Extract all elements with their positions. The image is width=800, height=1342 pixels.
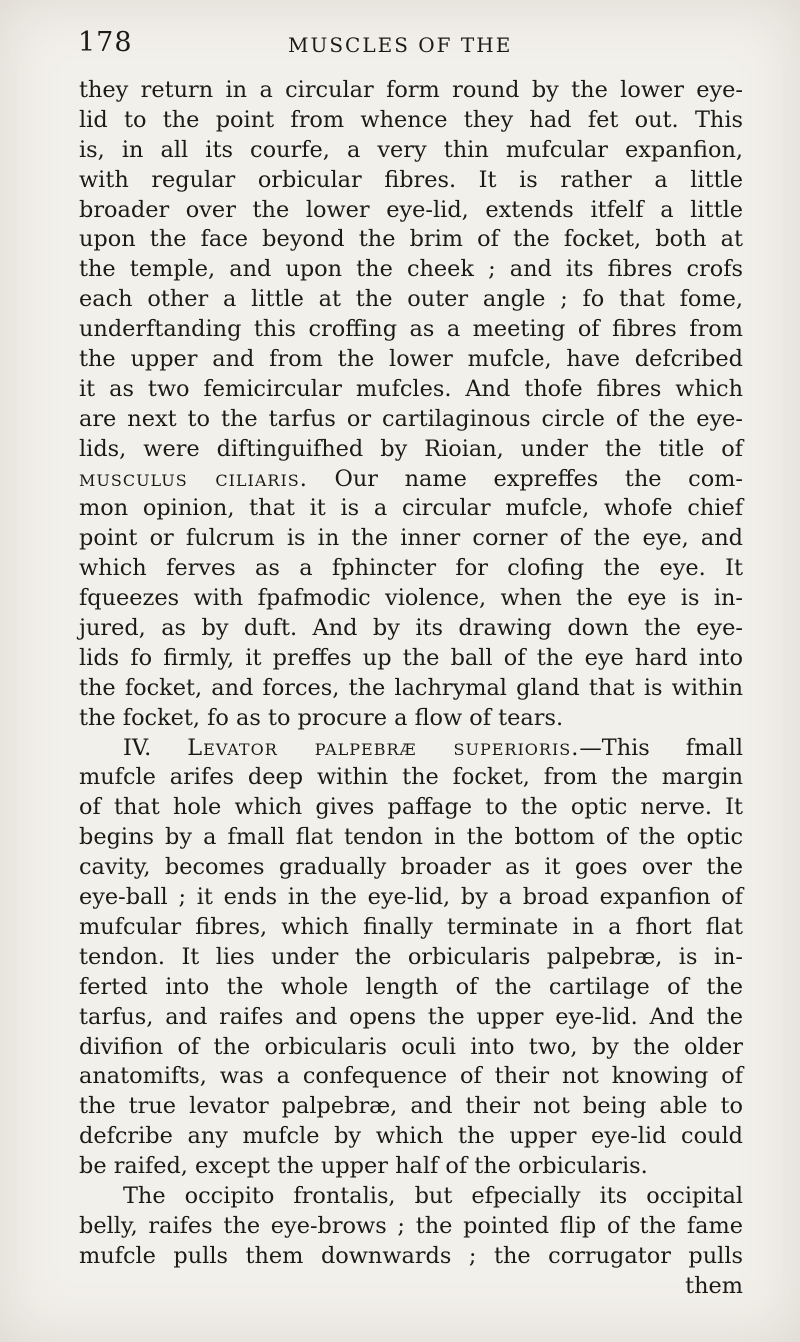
text-line (79, 76, 743, 106)
line-text: defcribe any mufcle by which the upper eye-lid could (79, 1123, 743, 1150)
line-text: lids fo firmly, it preffes up the ball of the eye hard into (79, 644, 743, 671)
line-text: broader over the lower eye-lid, extends itfelf a little (79, 196, 743, 223)
text-line (79, 1212, 743, 1242)
text-line (79, 1092, 743, 1122)
line-text: them (685, 1272, 743, 1299)
line-text: of that hole which gives paffage to the optic nerve. It (79, 794, 743, 821)
text-line (79, 225, 743, 255)
line-text: anatomifts, was a confequence of their not knowing of (79, 1063, 743, 1090)
section-numeral: IV. (123, 734, 188, 761)
line-text: divifion of the orbicularis oculi into two, by the older (79, 1033, 743, 1060)
line-text: lid to the point from whence they had fet out. This (79, 106, 743, 133)
text-line (79, 584, 743, 614)
line-text: begins by a fmall flat tendon in the bottom of the optic (79, 824, 743, 851)
line-text: cavity, becomes gradually broader as it goes over the (79, 854, 743, 881)
text-line (79, 823, 743, 853)
text-line (79, 853, 743, 883)
line-text: jured, as by duft. And by its drawing down the eye- (79, 615, 743, 642)
text-line (79, 285, 743, 315)
text-line (79, 644, 743, 674)
text-line (79, 763, 743, 793)
line-text: tarfus, and raifes and opens the upper eye-lid. And the (79, 1003, 743, 1030)
line-text: which ferves as a fphincter for clofing the eye. It (79, 555, 743, 582)
text-line (79, 1242, 743, 1272)
line-text: the temple, and upon the cheek ; and its fibres crofs (79, 256, 743, 283)
line-text: mon opinion, that it is a circular mufcle, whofe chief (79, 495, 743, 522)
line-text: point or fulcrum is in the inner corner of the eye, and (79, 525, 743, 552)
line-text: they return in a circular form round by the lower eye- (79, 77, 743, 103)
line-text: the true levator palpebræ, and their not being able to (79, 1093, 743, 1120)
line-text: belly, raifes the eye-brows ; the pointed flip of the fame (79, 1212, 743, 1239)
text-line (79, 1062, 743, 1092)
line-text: underftanding this croffing as a meeting of fibres from (79, 316, 743, 343)
text-line (79, 943, 743, 973)
line-text: the focket, and forces, the lachrymal gland that is within (79, 674, 743, 701)
text-line (79, 405, 743, 435)
text-line (79, 345, 743, 375)
line-text: fqueezes with fpafmodic violence, when the eye is in- (79, 585, 743, 612)
line-text: is, in all its courfe, a very thin mufcular expanfion, (79, 136, 743, 163)
line-text: the focket, fo as to procure a flow of tears. (79, 704, 564, 731)
running-head: MUSCLES OF THE (288, 33, 513, 57)
text-line (79, 1003, 743, 1033)
line-text: are next to the tarfus or cartilaginous circle of the eye- (79, 405, 743, 432)
line-text: —This fmall (579, 734, 743, 761)
text-line (79, 704, 743, 734)
line-text: ferted into the whole length of the cartilage of the (79, 973, 743, 1000)
line-text: eye-ball ; it ends in the eye-lid, by a broad expanfion of (79, 884, 743, 911)
line-text: mufcle pulls them downwards ; the corrugator pulls (79, 1242, 743, 1269)
line-text: lids, were diftinguifhed by Rioian, under the title of (79, 435, 743, 462)
line-text: with regular orbicular fibres. It is rather a little (79, 166, 743, 193)
line-text: mufcle arifes deep within the focket, from the margin (79, 764, 743, 791)
line-text: tendon. It lies under the orbicularis palpebræ, is in- (79, 943, 743, 970)
small-caps-term: Levator palpebræ superioris. (187, 734, 580, 761)
text-line (79, 793, 743, 823)
text-line (79, 734, 743, 764)
text-line (79, 614, 743, 644)
text-line (79, 106, 743, 136)
text-line (79, 1272, 743, 1302)
text-line (79, 1033, 743, 1063)
line-text: Our name expreffes the com- (307, 465, 743, 492)
text-line (79, 315, 743, 345)
text-line (79, 524, 743, 554)
line-text: mufcular fibres, which finally terminate in a fhort flat (79, 913, 743, 940)
body-text (79, 76, 743, 1302)
text-line (79, 973, 743, 1003)
text-line (79, 1122, 743, 1152)
text-line (79, 465, 743, 495)
text-line (79, 196, 743, 226)
line-text: the upper and from the lower mufcle, have defcribed (79, 346, 743, 373)
text-line (79, 913, 743, 943)
text-line (79, 554, 743, 584)
text-line (79, 674, 743, 704)
text-line (79, 375, 743, 405)
text-line (79, 136, 743, 166)
small-caps-term: musculus ciliaris. (79, 465, 308, 492)
line-text: it as two femicircular mufcles. And thofe fibres which (79, 375, 743, 402)
line-text: be raifed, except the upper half of the orbicularis. (79, 1153, 648, 1180)
text-line (79, 1182, 743, 1212)
line-text: The occipito frontalis, but efpecially its occipital (123, 1182, 743, 1209)
page-number: 178 (78, 27, 133, 58)
text-line (79, 255, 743, 285)
line-text: each other a little at the outer angle ; fo that fome, (79, 286, 743, 313)
page-header (78, 26, 742, 62)
text-line (79, 494, 743, 524)
text-line (79, 883, 743, 913)
text-line (79, 435, 743, 465)
line-text: upon the face beyond the brim of the focket, both at (79, 226, 743, 253)
text-line (79, 166, 743, 196)
text-line (79, 1152, 743, 1182)
